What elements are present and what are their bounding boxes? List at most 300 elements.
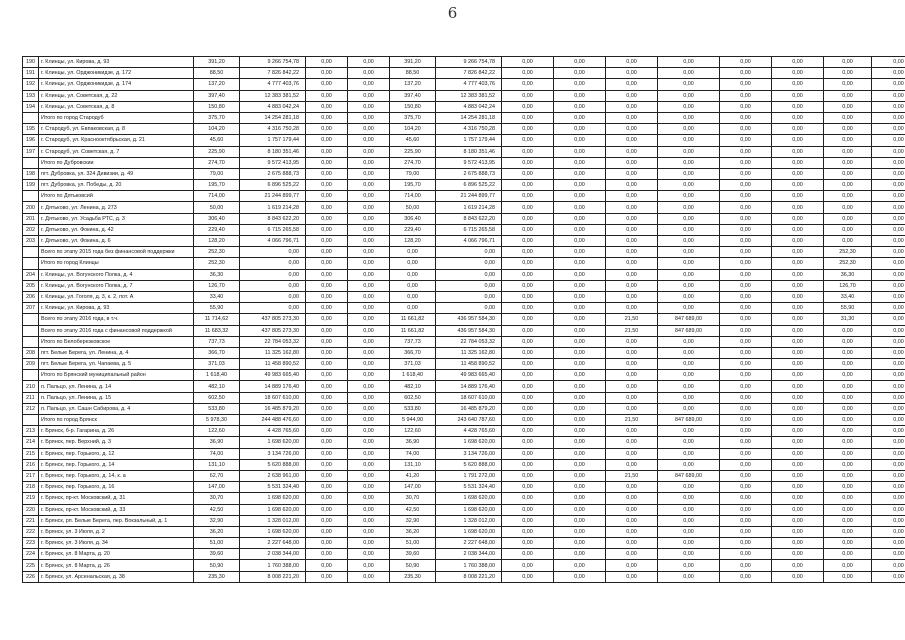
cell-col-6: 0,00 [348, 180, 390, 191]
cell-col-13: 0,00 [720, 280, 772, 291]
table-row [23, 347, 905, 358]
cell-col-14: 0,00 [772, 347, 824, 358]
cell-cost-2: 243 640 787,60 [436, 415, 502, 426]
cell-col-13: 0,00 [720, 381, 772, 392]
cell-col-9: 0,00 [502, 526, 554, 537]
cell-total-cost: 14 889 176,40 [240, 381, 306, 392]
cell-total-area: 229,40 [194, 224, 240, 235]
cell-area-3: 0,00 [606, 381, 658, 392]
cell-area-4: 0,00 [824, 459, 872, 470]
cell-total-cost: 1 328 012,00 [240, 515, 306, 526]
cell-area-3: 0,00 [606, 101, 658, 112]
cell-total-cost: 2 227 648,00 [240, 538, 306, 549]
cell-area-4: 0,00 [824, 549, 872, 560]
table-row [23, 560, 905, 571]
cell-col-6: 0,00 [348, 370, 390, 381]
cell-row-number: 224 [23, 549, 39, 560]
cell-col-5: 0,00 [306, 236, 348, 247]
cell-col-10: 0,00 [554, 124, 606, 135]
cell-col-9: 0,00 [502, 202, 554, 213]
cell-total-area: 45,60 [194, 135, 240, 146]
cell-row-number: 190 [23, 57, 39, 68]
cell-col-10: 0,00 [554, 538, 606, 549]
cell-address: г. Брянск, рп. Белые Берега, пер. Вокзальный, д. 1 [39, 515, 194, 526]
cell-area-3: 0,00 [606, 168, 658, 179]
cell-col-13: 0,00 [720, 347, 772, 358]
cell-total-cost: 437 805 273,30 [240, 314, 306, 325]
cell-area-2: 137,20 [390, 79, 436, 90]
cell-col-13: 0,00 [720, 560, 772, 571]
cell-cost-3: 847 689,00 [658, 470, 720, 481]
cell-cost-3: 0,00 [658, 504, 720, 515]
cell-col-16: 0,00 [872, 236, 905, 247]
cell-total-area: 147,00 [194, 482, 240, 493]
cell-cost-3: 0,00 [658, 57, 720, 68]
cell-cost-2: 436 957 584,30 [436, 325, 502, 336]
cell-total-area: 235,30 [194, 571, 240, 582]
cell-col-6: 0,00 [348, 403, 390, 414]
cell-cost-3: 0,00 [658, 213, 720, 224]
cell-area-3: 0,00 [606, 79, 658, 90]
cell-total-area: 36,90 [194, 437, 240, 448]
cell-address: г. Клинцы, ул. Советская, д. 8 [39, 101, 194, 112]
cell-area-2: 482,10 [390, 381, 436, 392]
cell-col-10: 0,00 [554, 381, 606, 392]
cell-cost-2: 8 180 351,46 [436, 146, 502, 157]
cell-col-5: 0,00 [306, 560, 348, 571]
cell-col-13: 0,00 [720, 448, 772, 459]
cell-cost-3: 0,00 [658, 303, 720, 314]
cell-col-5: 0,00 [306, 470, 348, 481]
table-summary-row [23, 314, 905, 325]
cell-col-5: 0,00 [306, 280, 348, 291]
cell-cost-3: 0,00 [658, 135, 720, 146]
cell-area-3: 0,00 [606, 247, 658, 258]
cell-row-number [23, 370, 39, 381]
cell-total-cost: 4 066 796,71 [240, 236, 306, 247]
cell-col-14: 0,00 [772, 415, 824, 426]
table-summary-row [23, 336, 905, 347]
table-summary-row [23, 258, 905, 269]
cell-col-13: 0,00 [720, 258, 772, 269]
cell-area-4: 0,00 [824, 202, 872, 213]
cell-row-number: 221 [23, 515, 39, 526]
cell-col-14: 0,00 [772, 381, 824, 392]
cell-col-10: 0,00 [554, 236, 606, 247]
cell-cost-3: 847 689,00 [658, 314, 720, 325]
cell-col-13: 0,00 [720, 504, 772, 515]
cell-address: г. Дятьково, ул. Усадьба РТС, д. 3 [39, 213, 194, 224]
cell-total-cost: 0,00 [240, 269, 306, 280]
cell-area-2: 1 618,40 [390, 370, 436, 381]
cell-col-10: 0,00 [554, 359, 606, 370]
cell-area-3: 0,00 [606, 68, 658, 79]
cell-col-13: 0,00 [720, 303, 772, 314]
cell-cost-3: 0,00 [658, 224, 720, 235]
cell-col-16: 0,00 [872, 157, 905, 168]
cell-area-4: 36,30 [824, 269, 872, 280]
cell-col-9: 0,00 [502, 549, 554, 560]
cell-total-cost: 11 458 890,52 [240, 359, 306, 370]
cell-col-16: 0,00 [872, 202, 905, 213]
cell-col-13: 0,00 [720, 101, 772, 112]
cell-col-13: 0,00 [720, 168, 772, 179]
cell-address: г. Клинцы, ул. Орджоникидзе, д. 172 [39, 68, 194, 79]
cell-total-area: 128,20 [194, 236, 240, 247]
cell-col-10: 0,00 [554, 291, 606, 302]
cell-col-14: 0,00 [772, 291, 824, 302]
cell-col-14: 0,00 [772, 101, 824, 112]
cell-cost-2: 0,00 [436, 247, 502, 258]
cell-total-area: 195,70 [194, 180, 240, 191]
cell-col-5: 0,00 [306, 180, 348, 191]
table-row [23, 515, 905, 526]
cell-area-2: 0,00 [390, 303, 436, 314]
cell-col-6: 0,00 [348, 157, 390, 168]
cell-area-2: 533,80 [390, 403, 436, 414]
cell-address: г. Брянск, пер. Горького, д. 14 [39, 459, 194, 470]
cell-col-6: 0,00 [348, 291, 390, 302]
cell-area-4: 0,00 [824, 146, 872, 157]
cell-col-14: 0,00 [772, 191, 824, 202]
cell-area-4: 0,00 [824, 224, 872, 235]
cell-col-9: 0,00 [502, 68, 554, 79]
cell-area-2: 195,70 [390, 180, 436, 191]
cell-col-10: 0,00 [554, 526, 606, 537]
cell-row-number: 197 [23, 146, 39, 157]
cell-col-10: 0,00 [554, 157, 606, 168]
cell-col-9: 0,00 [502, 213, 554, 224]
cell-col-6: 0,00 [348, 515, 390, 526]
cell-col-5: 0,00 [306, 448, 348, 459]
cell-cost-2: 5 531 324,40 [436, 482, 502, 493]
cell-area-3: 21,50 [606, 415, 658, 426]
cell-row-number: 201 [23, 213, 39, 224]
cell-cost-3: 0,00 [658, 392, 720, 403]
cell-col-5: 0,00 [306, 157, 348, 168]
cell-col-14: 0,00 [772, 314, 824, 325]
cell-col-16: 0,00 [872, 269, 905, 280]
cell-area-4: 252,30 [824, 247, 872, 258]
cell-cost-2: 14 254 281,18 [436, 112, 502, 123]
cell-row-number: 198 [23, 168, 39, 179]
cell-area-4: 0,00 [824, 57, 872, 68]
cell-address: Итого по город Стародуб [39, 112, 194, 123]
cell-total-area: 42,50 [194, 504, 240, 515]
cell-area-3: 0,00 [606, 124, 658, 135]
cell-area-2: 0,00 [390, 258, 436, 269]
cell-total-cost: 8 008 221,20 [240, 571, 306, 582]
cell-col-10: 0,00 [554, 90, 606, 101]
cell-address: г. Клинцы, ул. Кирова, д. 93 [39, 303, 194, 314]
table-row [23, 459, 905, 470]
cell-area-4: 252,30 [824, 258, 872, 269]
cell-row-number [23, 247, 39, 258]
cell-row-number [23, 157, 39, 168]
cell-area-2: 0,00 [390, 280, 436, 291]
cell-area-3: 0,00 [606, 459, 658, 470]
cell-area-4: 0,00 [824, 415, 872, 426]
cell-col-10: 0,00 [554, 448, 606, 459]
cell-total-cost: 12 383 381,52 [240, 90, 306, 101]
cell-row-number: 191 [23, 68, 39, 79]
table-row [23, 236, 905, 247]
cell-area-2: 0,00 [390, 247, 436, 258]
table-row [23, 549, 905, 560]
cell-total-cost: 1 698 620,00 [240, 493, 306, 504]
cell-col-6: 0,00 [348, 336, 390, 347]
cell-area-2: 128,20 [390, 236, 436, 247]
cell-cost-2: 4 777 403,76 [436, 79, 502, 90]
cell-col-10: 0,00 [554, 370, 606, 381]
cell-col-6: 0,00 [348, 191, 390, 202]
cell-address: г. Стародуб, ул. Евпаковская, д. 8 [39, 124, 194, 135]
cell-total-area: 32,90 [194, 515, 240, 526]
cell-address: г. Клинцы, ул. Кирова, д. 93 [39, 57, 194, 68]
cell-col-5: 0,00 [306, 258, 348, 269]
cell-row-number: 206 [23, 291, 39, 302]
cell-col-13: 0,00 [720, 549, 772, 560]
cell-col-10: 0,00 [554, 68, 606, 79]
cell-area-2: 42,50 [390, 504, 436, 515]
cell-row-number: 194 [23, 101, 39, 112]
cell-col-14: 0,00 [772, 437, 824, 448]
cell-area-3: 0,00 [606, 370, 658, 381]
table-row [23, 168, 905, 179]
cell-total-area: 5 978,30 [194, 415, 240, 426]
cell-col-13: 0,00 [720, 213, 772, 224]
cell-total-area: 11 714,62 [194, 314, 240, 325]
cell-col-6: 0,00 [348, 560, 390, 571]
cell-col-16: 0,00 [872, 112, 905, 123]
cell-total-area: 122,60 [194, 426, 240, 437]
cell-area-2: 104,20 [390, 124, 436, 135]
cell-total-cost: 244 488 476,60 [240, 415, 306, 426]
cell-total-cost: 9 572 413,95 [240, 157, 306, 168]
cell-col-5: 0,00 [306, 112, 348, 123]
cell-col-10: 0,00 [554, 269, 606, 280]
cell-col-6: 0,00 [348, 504, 390, 515]
cell-col-14: 0,00 [772, 403, 824, 414]
cell-cost-2: 6 715 265,58 [436, 224, 502, 235]
cell-total-cost: 2 638 961,00 [240, 470, 306, 481]
cell-area-4: 55,90 [824, 303, 872, 314]
cell-col-6: 0,00 [348, 112, 390, 123]
cell-cost-2: 1 698 620,00 [436, 504, 502, 515]
cell-cost-2: 14 889 176,40 [436, 381, 502, 392]
cell-row-number: 192 [23, 79, 39, 90]
cell-col-10: 0,00 [554, 347, 606, 358]
cell-col-10: 0,00 [554, 426, 606, 437]
cell-area-4: 126,70 [824, 280, 872, 291]
cell-col-16: 0,00 [872, 191, 905, 202]
cell-total-cost: 0,00 [240, 280, 306, 291]
cell-area-3: 0,00 [606, 493, 658, 504]
cell-col-14: 0,00 [772, 90, 824, 101]
cell-area-4: 0,00 [824, 336, 872, 347]
cell-cost-2: 16 485 879,20 [436, 403, 502, 414]
cell-area-3: 0,00 [606, 359, 658, 370]
cell-area-4: 0,00 [824, 124, 872, 135]
cell-area-3: 0,00 [606, 482, 658, 493]
cell-total-cost: 4 883 042,24 [240, 101, 306, 112]
cell-area-3: 0,00 [606, 202, 658, 213]
cell-col-6: 0,00 [348, 381, 390, 392]
cell-col-14: 0,00 [772, 370, 824, 381]
table-summary-row [23, 112, 905, 123]
cell-total-cost: 2 038 344,00 [240, 549, 306, 560]
cell-row-number: 209 [23, 359, 39, 370]
cell-col-14: 0,00 [772, 482, 824, 493]
cell-cost-3: 0,00 [658, 236, 720, 247]
cell-address: г. Стародуб, ул. Советская, д. 7 [39, 146, 194, 157]
cell-col-6: 0,00 [348, 426, 390, 437]
cell-address: Итого по Белоберезковское [39, 336, 194, 347]
cell-col-9: 0,00 [502, 403, 554, 414]
cell-col-16: 0,00 [872, 571, 905, 582]
cell-col-6: 0,00 [348, 202, 390, 213]
cell-col-6: 0,00 [348, 392, 390, 403]
cell-col-5: 0,00 [306, 381, 348, 392]
cell-col-14: 0,00 [772, 180, 824, 191]
cell-col-5: 0,00 [306, 90, 348, 101]
cell-col-13: 0,00 [720, 426, 772, 437]
cell-cost-2: 21 244 899,77 [436, 191, 502, 202]
cell-total-area: 36,30 [194, 269, 240, 280]
cell-area-3: 0,00 [606, 303, 658, 314]
page-number: 6 [447, 4, 458, 22]
cell-row-number [23, 325, 39, 336]
cell-area-2: 11 661,82 [390, 314, 436, 325]
cell-area-2: 391,20 [390, 57, 436, 68]
cell-address: г. Стародуб, ул. Краснооктябрьская, д. 21 [39, 135, 194, 146]
cell-area-4: 0,00 [824, 526, 872, 537]
cell-area-3: 0,00 [606, 269, 658, 280]
cell-cost-3: 0,00 [658, 403, 720, 414]
cell-cost-2: 0,00 [436, 303, 502, 314]
cell-col-14: 0,00 [772, 157, 824, 168]
cell-col-13: 0,00 [720, 236, 772, 247]
table-row [23, 448, 905, 459]
cell-area-2: 45,60 [390, 135, 436, 146]
cell-col-5: 0,00 [306, 336, 348, 347]
cell-col-5: 0,00 [306, 57, 348, 68]
cell-col-6: 0,00 [348, 101, 390, 112]
cell-col-16: 0,00 [872, 303, 905, 314]
cell-total-area: 391,20 [194, 57, 240, 68]
cell-col-5: 0,00 [306, 101, 348, 112]
cell-col-16: 0,00 [872, 168, 905, 179]
cell-total-cost: 4 316 750,28 [240, 124, 306, 135]
cell-area-4: 0,00 [824, 191, 872, 202]
cell-area-2: 371,03 [390, 359, 436, 370]
cell-total-cost: 49 983 665,40 [240, 370, 306, 381]
cell-col-14: 0,00 [772, 247, 824, 258]
cell-total-cost: 3 134 726,00 [240, 448, 306, 459]
table-summary-row [23, 370, 905, 381]
cell-cost-2: 3 134 726,00 [436, 448, 502, 459]
cell-area-2: 714,00 [390, 191, 436, 202]
cell-area-4: 0,00 [824, 359, 872, 370]
cell-area-4: 0,00 [824, 68, 872, 79]
cell-cost-2: 1 698 620,00 [436, 493, 502, 504]
cell-col-13: 0,00 [720, 68, 772, 79]
cell-address: Всего по этапу 2015 года без финансовой поддержки [39, 247, 194, 258]
cell-col-9: 0,00 [502, 415, 554, 426]
cell-total-area: 50,00 [194, 202, 240, 213]
cell-col-10: 0,00 [554, 515, 606, 526]
cell-col-9: 0,00 [502, 112, 554, 123]
cell-cost-3: 0,00 [658, 482, 720, 493]
cell-col-9: 0,00 [502, 347, 554, 358]
cell-col-10: 0,00 [554, 336, 606, 347]
cell-col-16: 0,00 [872, 68, 905, 79]
cell-total-area: 371,03 [194, 359, 240, 370]
cell-col-13: 0,00 [720, 437, 772, 448]
cell-cost-3: 0,00 [658, 459, 720, 470]
cell-address: г. Брянск, пр-кт. Московский, д. 31 [39, 493, 194, 504]
cell-col-5: 0,00 [306, 415, 348, 426]
cell-cost-2: 2 675 888,73 [436, 168, 502, 179]
table-row [23, 79, 905, 90]
cell-col-9: 0,00 [502, 470, 554, 481]
cell-cost-3: 0,00 [658, 515, 720, 526]
cell-cost-2: 1 760 388,00 [436, 560, 502, 571]
cell-cost-3: 0,00 [658, 560, 720, 571]
cell-col-9: 0,00 [502, 336, 554, 347]
cell-col-16: 0,00 [872, 526, 905, 537]
cell-col-14: 0,00 [772, 236, 824, 247]
cell-col-6: 0,00 [348, 482, 390, 493]
cell-col-6: 0,00 [348, 280, 390, 291]
table-summary-row [23, 247, 905, 258]
cell-col-9: 0,00 [502, 180, 554, 191]
cell-col-5: 0,00 [306, 291, 348, 302]
cell-col-16: 0,00 [872, 291, 905, 302]
cell-col-6: 0,00 [348, 236, 390, 247]
cell-total-cost: 4 428 765,60 [240, 426, 306, 437]
cell-area-4: 0,00 [824, 79, 872, 90]
cell-address: г. Брянск, пер. Горького, д. 16 [39, 482, 194, 493]
cell-cost-2: 9 572 413,95 [436, 157, 502, 168]
cell-col-6: 0,00 [348, 347, 390, 358]
cell-area-4: 0,00 [824, 157, 872, 168]
cell-address: г. Брянск, ул. 3 Июля, д. 34 [39, 538, 194, 549]
cell-area-2: 737,73 [390, 336, 436, 347]
cell-col-5: 0,00 [306, 459, 348, 470]
cell-area-3: 0,00 [606, 57, 658, 68]
cell-area-2: 225,90 [390, 146, 436, 157]
cell-total-cost: 22 784 053,32 [240, 336, 306, 347]
cell-col-9: 0,00 [502, 314, 554, 325]
cell-total-area: 88,50 [194, 68, 240, 79]
cell-col-9: 0,00 [502, 269, 554, 280]
cell-total-area: 1 618,40 [194, 370, 240, 381]
cell-cost-3: 0,00 [658, 437, 720, 448]
table-row [23, 571, 905, 582]
cell-row-number: 195 [23, 124, 39, 135]
cell-area-2: 74,00 [390, 448, 436, 459]
cell-row-number: 193 [23, 90, 39, 101]
cell-total-area: 137,20 [194, 79, 240, 90]
cell-col-14: 0,00 [772, 258, 824, 269]
cell-col-6: 0,00 [348, 526, 390, 537]
cell-col-14: 0,00 [772, 269, 824, 280]
cell-total-cost: 437 805 273,30 [240, 325, 306, 336]
cell-col-5: 0,00 [306, 347, 348, 358]
cell-cost-3: 0,00 [658, 180, 720, 191]
cell-col-13: 0,00 [720, 515, 772, 526]
